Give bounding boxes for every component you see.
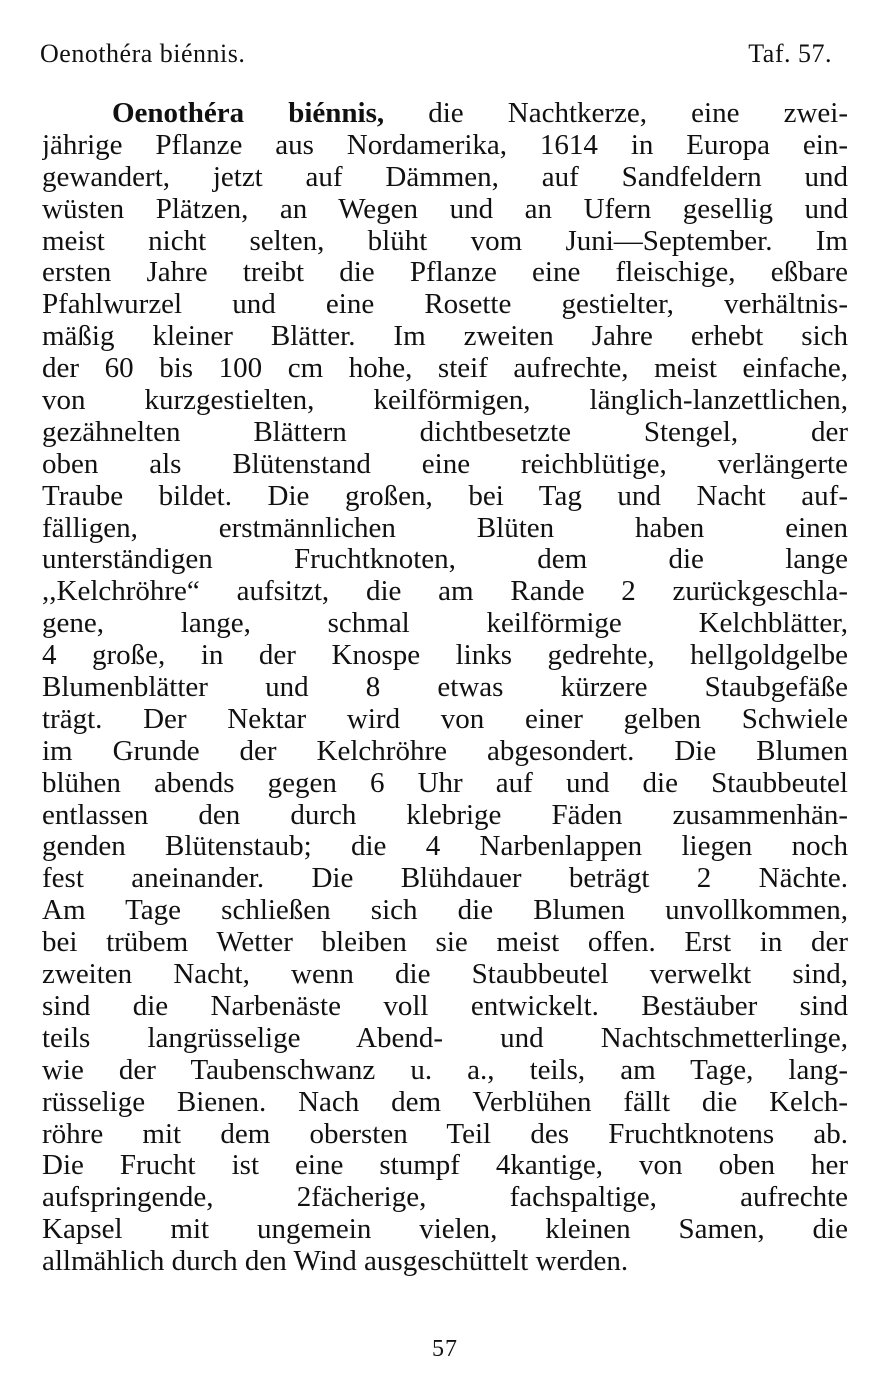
text-line: Blumenblätter und 8 etwas kürzere Staubgefäße [42,672,848,704]
species-title: Oenothéra biénnis, [112,98,385,129]
text-line: aufspringende, 2fächerige, fachspaltige, aufrechte [42,1182,848,1214]
text-line: jährige Pflanze aus Nordamerika, 1614 in Europa ein- [42,129,848,161]
text-line: Am Tage schließen sich die Blumen unvollkommen, [42,895,848,927]
text-line: genden Blütenstaub; die 4 Narbenlappen liegen noch [42,831,848,863]
text-line: Traube bildet. Die großen, bei Tag und Nacht auf- [42,480,848,512]
text-line: meist nicht selten, blüht vom Juni—September. Im [42,225,848,257]
text-line: gene, lange, schmal keilförmige Kelchblätter, [42,608,848,640]
text-line: sind die Narbenäste voll entwickelt. Bestäuber sind [42,990,848,1022]
header-species-name: Oenothéra biénnis. [40,39,246,68]
page-number: 57 [432,1336,458,1362]
text-line: bei trübem Wetter bleiben sie meist offen. Erst in der [42,927,848,959]
header-plate-number: Taf. 57. [748,39,832,68]
text-line: entlassen den durch klebrige Fäden zusammenhän- [42,799,848,831]
text-line: gewandert, jetzt auf Dämmen, auf Sandfeldern und [42,161,848,193]
text-line: zweiten Nacht, wenn die Staubbeutel verwelkt sind, [42,959,848,991]
text-line: teils langrüsselige Abend- und Nachtschmetterlinge, [42,1022,848,1054]
text-line: Die Frucht ist eine stumpf 4kantige, von oben her [42,1150,848,1182]
text-line: von kurzgestielten, keilförmigen, länglich-lanzettlichen, [42,385,848,417]
text-line: oben als Blütenstand eine reichblütige, verlängerte [42,448,848,480]
text-line-last: allmählich durch den Wind ausgeschüttelt werden. [42,1246,629,1278]
text-line: mäßig kleiner Blätter. Im zweiten Jahre erhebt sich [42,321,848,353]
text-line: ,,Kelchröhre“ aufsitzt, die am Rande 2 zurückgeschla- [42,576,848,608]
text-line: 4 große, in der Knospe links gedrehte, hellgoldgelbe [42,640,848,672]
text-line: gezähnelten Blättern dichtbesetzte Stengel, der [42,416,848,448]
text-line: ersten Jahre treibt die Pflanze eine fleischige, eßbare [42,257,848,289]
text-line: trägt. Der Nektar wird von einer gelben Schwiele [42,703,848,735]
text-line: Pfahlwurzel und eine Rosette gestielter, verhältnis- [42,289,848,321]
text-line: blühen abends gegen 6 Uhr auf und die Staubbeutel [42,767,848,799]
text-line: unterständigen Fruchtknoten, dem die lange [42,544,848,576]
text-line: Kapsel mit ungemein vielen, kleinen Samen, die [42,1214,848,1246]
text-line: wüsten Plätzen, an Wegen und an Ufern gesellig und [42,193,848,225]
text-line: wie der Taubenschwanz u. a., teils, am Tage, lang- [42,1054,848,1086]
text-line: röhre mit dem obersten Teil des Fruchtknotens ab. [42,1118,848,1150]
text-line: der 60 bis 100 cm hohe, steif aufrechte, meist einfache, [42,353,848,385]
text-line: fest aneinander. Die Blühdauer beträgt 2 Nächte. [42,863,848,895]
text-line: rüsselige Bienen. Nach dem Verblühen fällt die Kelch- [42,1086,848,1118]
species-description [42,98,848,1278]
running-header [40,38,832,70]
text-line: fälligen, erstmännlichen Blüten haben einen [42,512,848,544]
text-line: im Grunde der Kelchröhre abgesondert. Die Blumen [42,735,848,767]
first-line-text: die Nachtkerze, eine zwei- [384,98,848,129]
text-line-first [42,98,848,130]
